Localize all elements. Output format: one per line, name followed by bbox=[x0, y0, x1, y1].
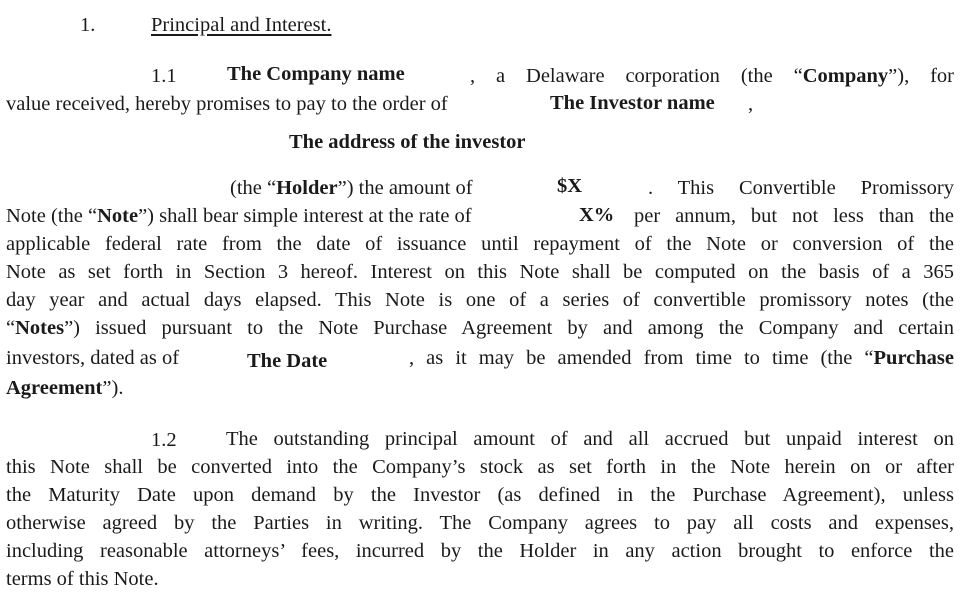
date-field: The Date bbox=[247, 350, 328, 372]
text-line: The outstanding principal amount of and all accrued but unpaid interest on bbox=[226, 428, 954, 450]
text-line: otherwise agreed by the Parties in writing. The Company agrees to pay all costs and expenses, bbox=[6, 512, 954, 534]
section-title: Principal and Interest. bbox=[151, 14, 332, 36]
text-line: this Note shall be converted into the Company’s stock as set forth in the Note herein on or after bbox=[6, 456, 954, 478]
paragraph-number: 1.2 bbox=[151, 429, 177, 451]
interest-rate-field: X% bbox=[579, 204, 615, 226]
text-line: including reasonable attorneys’ fees, incurred by the Holder in any action brought to enforce the bbox=[6, 540, 954, 562]
text-line: Note (the “Note”) shall bear simple interest at the rate of bbox=[6, 205, 472, 227]
paragraph-number: 1.1 bbox=[151, 65, 177, 87]
amount-field: $X bbox=[557, 175, 583, 197]
text-line: per annum, but not less than the bbox=[634, 205, 954, 227]
text-line: Note as set forth in Section 3 hereof. Interest on this Note shall be computed on the basis of a 365 bbox=[6, 261, 954, 283]
text-line: value received, hereby promises to pay to the order of bbox=[6, 93, 448, 115]
text-line: investors, dated as of bbox=[6, 347, 180, 369]
section-number: 1. bbox=[80, 14, 96, 36]
text-line: , a Delaware corporation (the “Company”), for bbox=[470, 65, 954, 87]
text-line: the Maturity Date upon demand by the Investor (as defined in the Purchase Agreement), unless bbox=[6, 484, 954, 506]
text-line: , bbox=[748, 93, 754, 115]
text-line: , as it may be amended from time to time (the “Purchase bbox=[409, 347, 954, 369]
text-line: (the “Holder”) the amount of bbox=[230, 177, 473, 199]
text-line: “Notes”) issued pursuant to the Note Purchase Agreement by and among the Company and certain bbox=[6, 317, 954, 339]
text-line: terms of this Note. bbox=[6, 568, 159, 590]
text-line: . This Convertible Promissory bbox=[648, 177, 954, 199]
text-line: day year and actual days elapsed. This Note is one of a series of convertible promissory notes (the bbox=[6, 289, 954, 311]
investor-name-field: The Investor name bbox=[550, 92, 715, 114]
text-line: applicable federal rate from the date of issuance until repayment of the Note or conversion of the bbox=[6, 233, 954, 255]
company-name-field: The Company name bbox=[227, 63, 405, 85]
investor-address-field: The address of the investor bbox=[289, 131, 526, 153]
text-line: Agreement”). bbox=[6, 377, 124, 399]
